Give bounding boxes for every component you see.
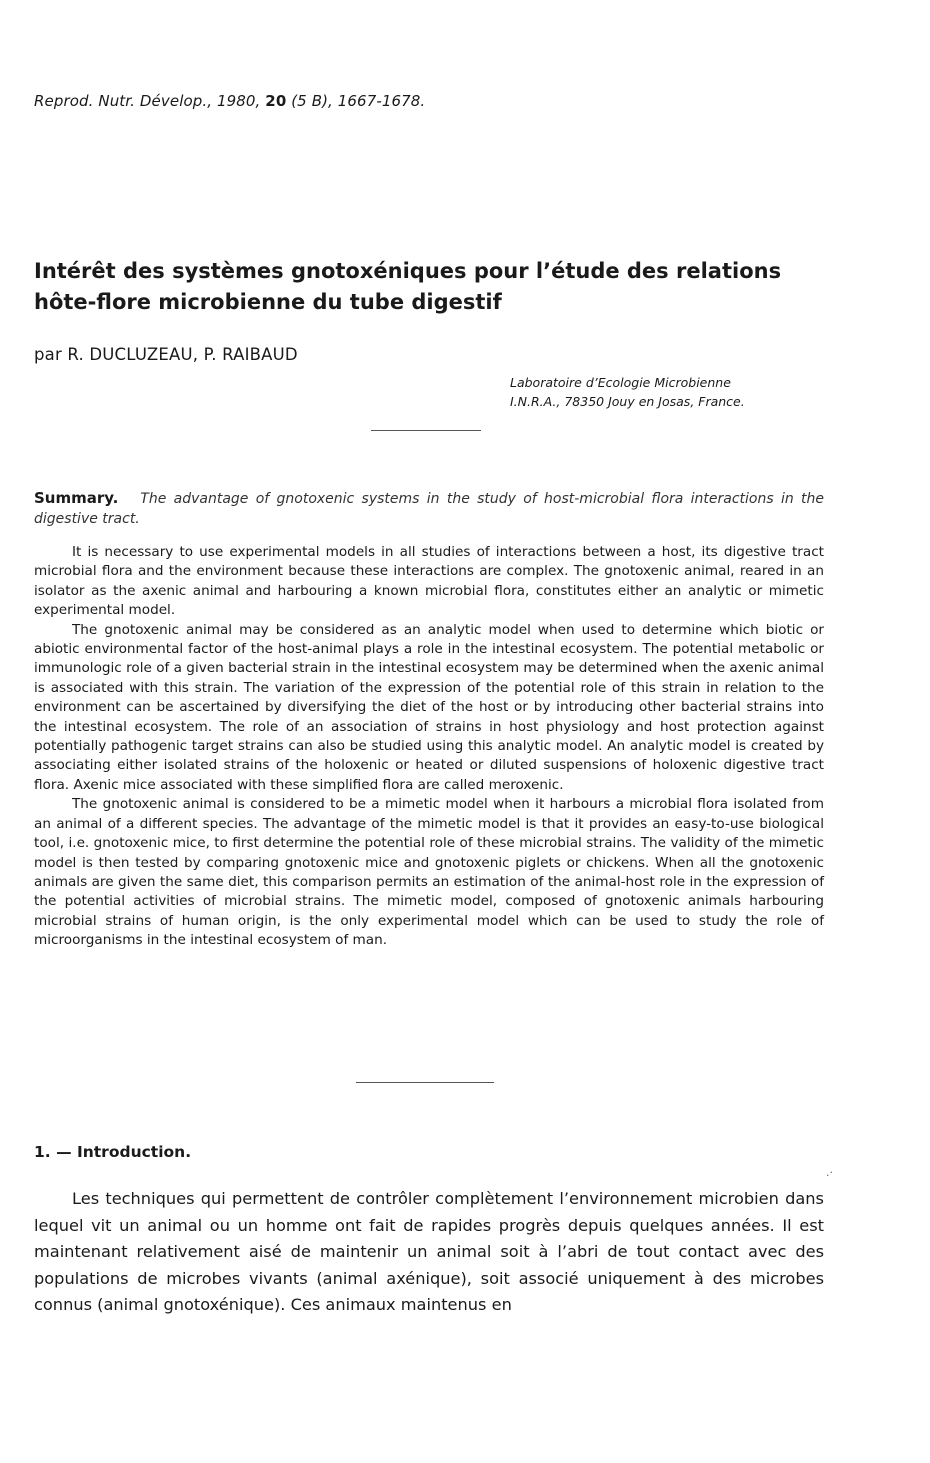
separator-rule: [356, 1082, 494, 1083]
journal-volume: 20: [265, 92, 287, 110]
summary-heading: [34, 488, 824, 529]
author-affiliation: [510, 373, 745, 411]
summary-paragraph: It is necessary to use experimental models in all studies of interactions between a host, its digestive tract microbial flora and the environment because these interactions are complex. The gnotoxenic animal, reared in an isolator as the axenic animal and harbouring a known microbial flora, constitutes either an analytic or mimetic experimental model.: [34, 544, 824, 619]
separator-rule: [371, 430, 481, 431]
article-title: Intérêt des systèmes gnotoxéniques pour l’étude des relations hôte-flore microbienne du tube digestif: [34, 259, 782, 314]
journal-reference: [34, 92, 425, 110]
summary-paragraph: The gnotoxenic animal is considered to be a mimetic model when it harbours a microbial flora isolated from an animal of a different species. The advantage of the mimetic model is that it provides an easy-to-use biological tool, i.e. gnotoxenic mice, to first determine the potential role of these microbial strains. The validity of the mimetic model is then tested by comparing gnotoxenic mice and gnotoxenic piglets or chickens. When all the gnotoxenic animals are given the same diet, this comparison permits an estimation of the animal-host role in the expression of the potential activities of microbial strains. The mimetic model, composed of gnotoxenic animals harbouring microbial strains of human origin, is the only experimental model which can be used to study the role of microorganisms in the intestinal ecosystem of man.: [34, 796, 824, 949]
journal-name: Reprod. Nutr. Dévelop.: [34, 92, 208, 110]
affiliation-address: I.N.R.A., 78350 Jouy en Josas, France.: [510, 394, 745, 409]
summary-body: [34, 543, 824, 951]
scan-speck: .·: [826, 1166, 833, 1179]
journal-year: , 1980,: [207, 92, 266, 110]
summary-label: Summary.: [34, 489, 119, 507]
summary-paragraph: The gnotoxenic animal may be considered as an analytic model when used to determine which biotic or abiotic environmental factor of the host-animal plays a role in the intestinal ecosystem. The potential metabolic or immunologic role of a given bacterial strain in the intestinal ecosystem may be determined when the axenic animal is associated with this strain. The variation of the expression of the potential role of this strain in relation to the environment can be ascertained by diversifying the diet of the host or by introducing other bacterial strains into the intestinal ecosystem. The role of an association of strains in host physiology and host protection against potentially pathogenic target strains can also be studied using this analytic model. An analytic model is created by associating either isolated strains of the holoxenic or heated or diluted suspensions of holoxenic digestive tract flora. Axenic mice associated with these simplified flora are called meroxenic.: [34, 621, 824, 793]
journal-issue-pages: (5 B), 1667-1678.: [286, 92, 426, 110]
affiliation-lab: Laboratoire d’Ecologie Microbienne: [510, 375, 731, 390]
summary-subtitle: The advantage of gnotoxenic systems in the study of host-microbial flora interactions in the digestive tract.: [34, 491, 824, 527]
introduction-paragraph: Les techniques qui permettent de contrôler complètement l’environnement microbien dans lequel vit un animal ou un homme ont fait de rapides progrès depuis quelques années. Il est maintenant relativement aisé de maintenir un animal soit à l’abri de tout contact avec des populations de microbes vivants (animal axénique), soit associé uniquement à des microbes connus (animal gnotoxénique). Ces animaux maintenus en: [34, 1189, 824, 1314]
article-authors: par R. DUCLUZEAU, P. RAIBAUD: [34, 345, 298, 364]
section-heading-introduction: 1. — Introduction.: [34, 1143, 192, 1161]
